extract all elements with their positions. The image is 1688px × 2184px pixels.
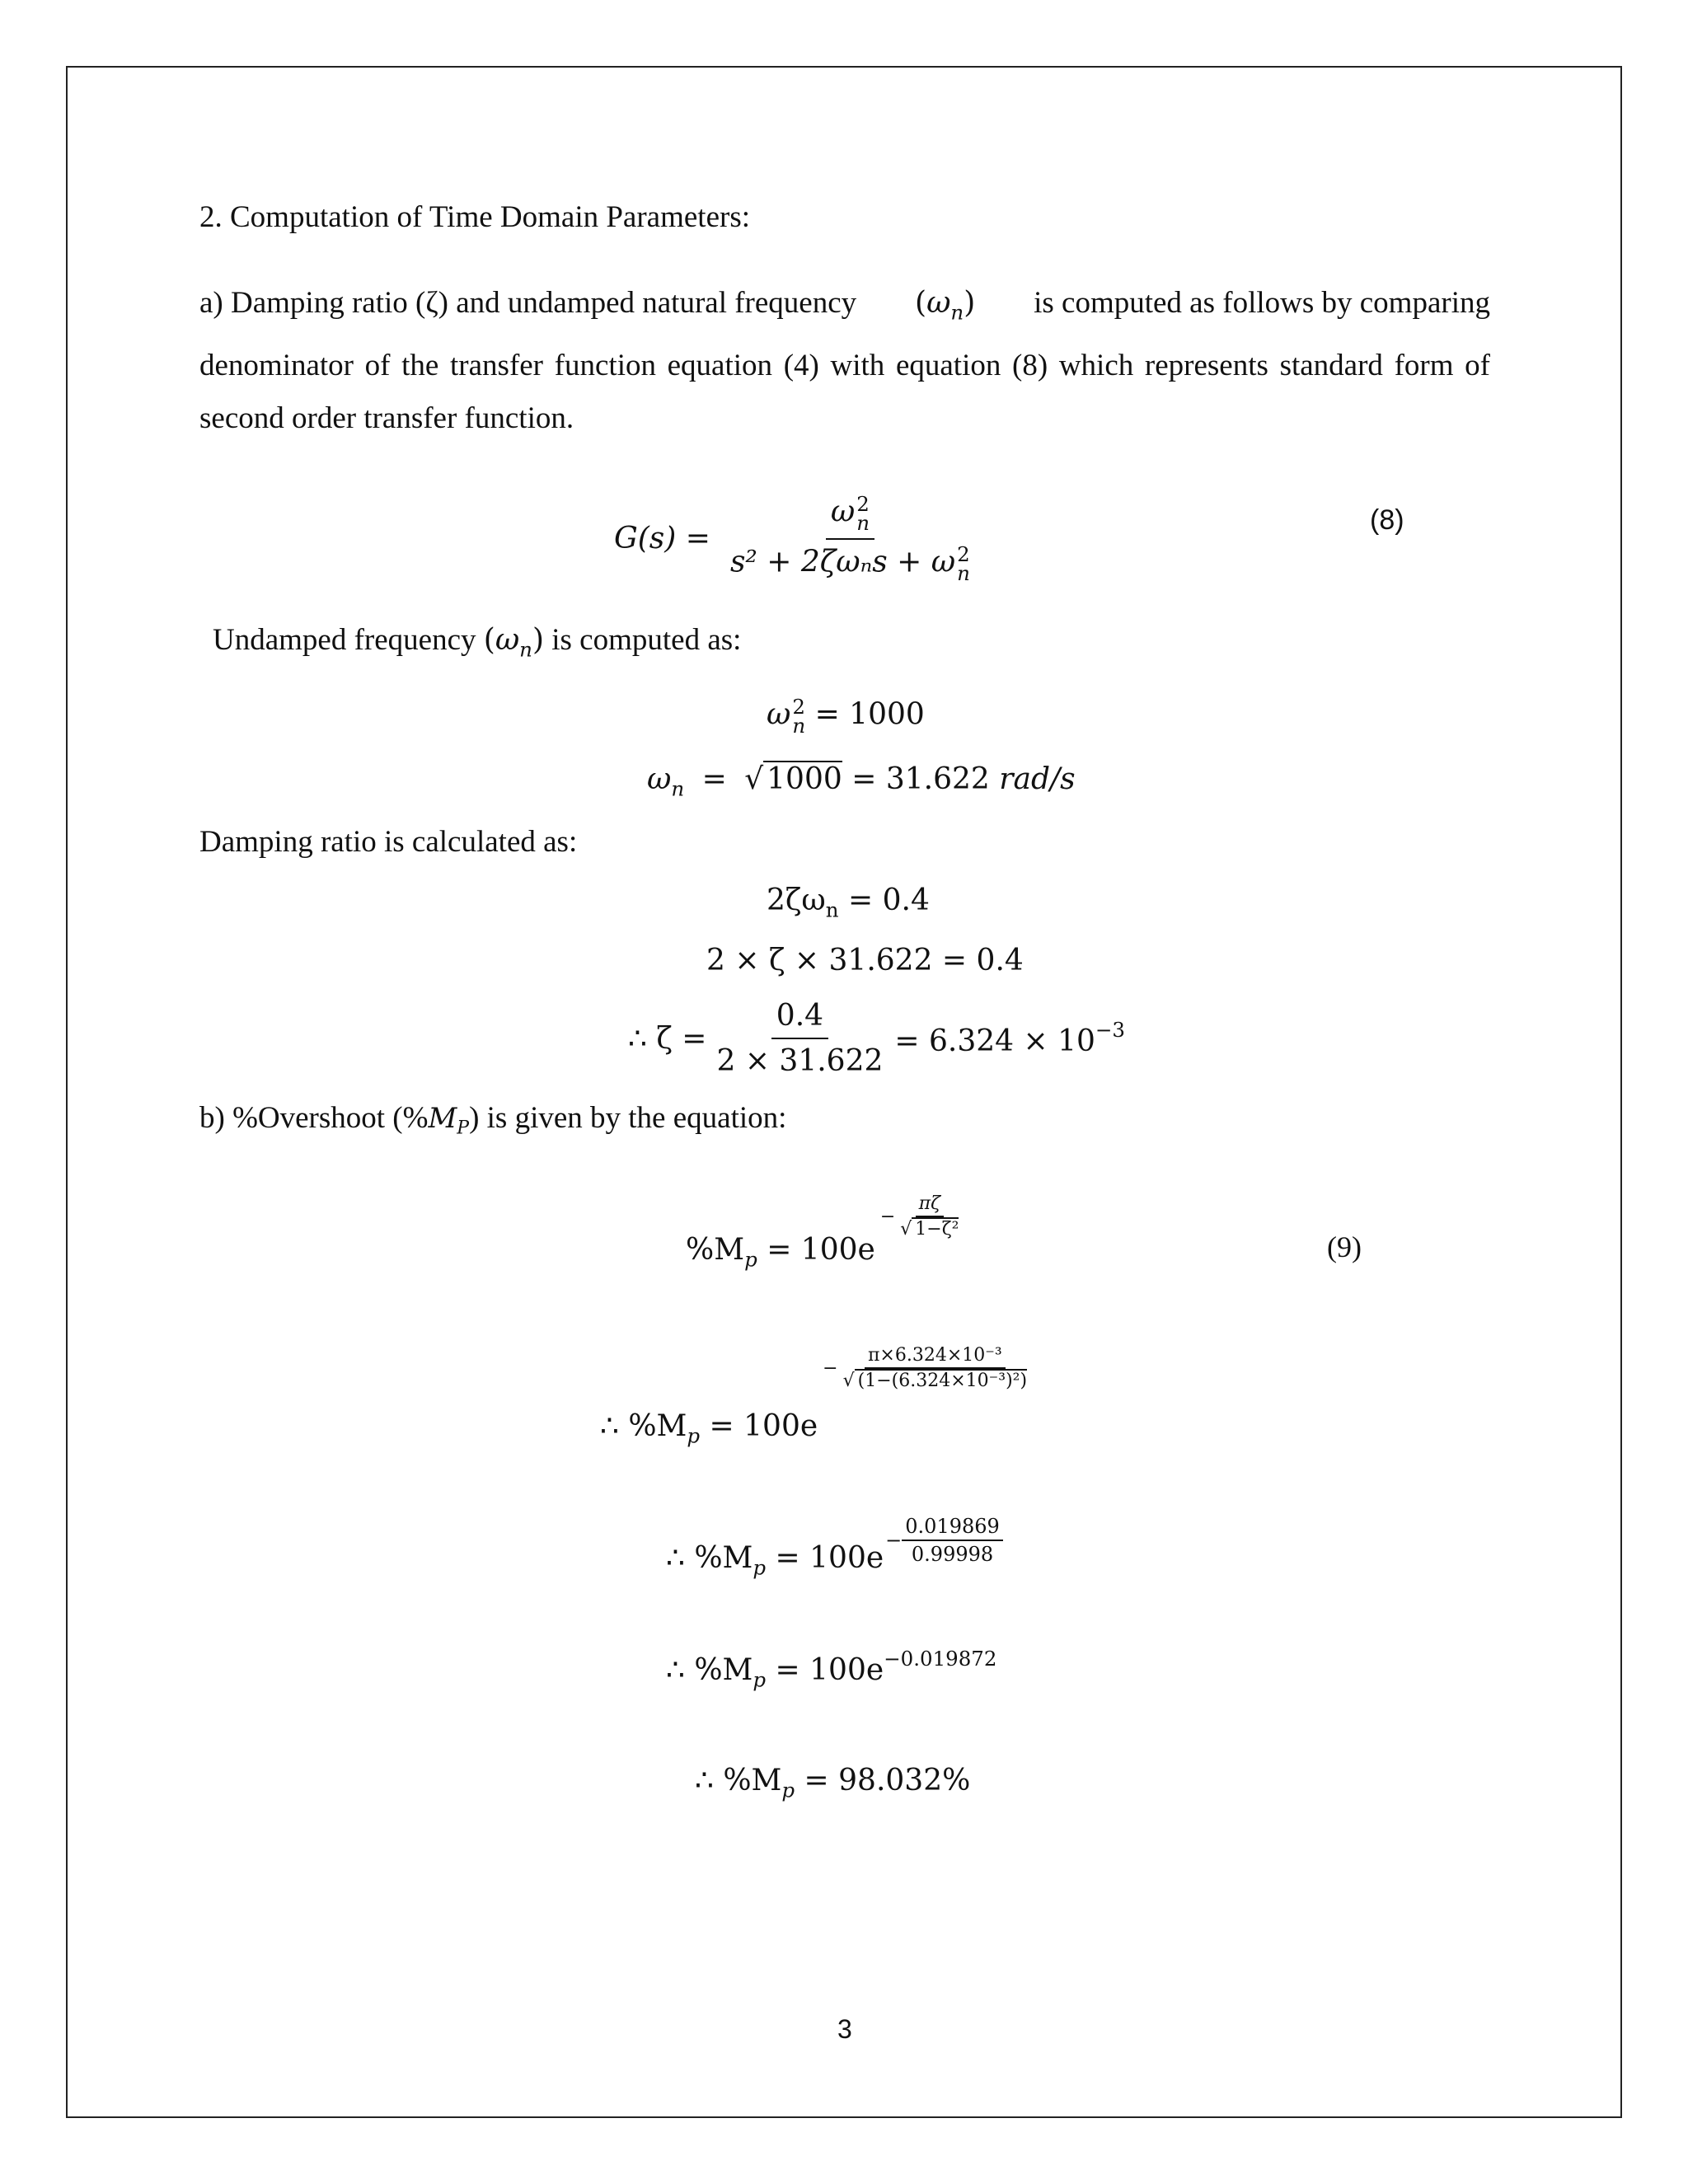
equation-9: $\%M_p = 100e$ − $\frac{\pi\zeta}{\text{√ 1−ζ²}}$ <box>686 1193 959 1272</box>
omega-n-inline: $(\omega_n)$ <box>915 286 976 325</box>
eq-2-zeta-value: 2 × ζ × 31.622 = 0.4 <box>706 944 1024 977</box>
eq-omega-squared: ω 2 n = 1000 <box>767 695 925 738</box>
page-number: 3 <box>837 2014 852 2044</box>
section-heading: 2. Computation of Time Domain Parameters: <box>199 200 751 234</box>
damping-label: Damping ratio is calculated as: <box>199 825 578 859</box>
para-a-line3: second order transfer function. <box>199 401 574 435</box>
para-a-suffix: is computed as follows by comparing <box>1034 286 1490 320</box>
eq8-fraction: ω 2 n s² + 2ζωₙs + ω 2 n <box>729 492 970 585</box>
eq8-lhs: G(s) = <box>614 522 710 555</box>
paragraph-a <box>199 277 1490 445</box>
eq-mp-step3: ∴ $\%M_p = 100e^{-0.019872}$ <box>666 1647 997 1692</box>
eq-mp-step2: ∴ $\%M_p = 100e$ − $\frac{0.019869}{0.99998}$ <box>666 1515 1003 1580</box>
eq-mp-result: ∴ $\%M_p = 98.032\%$ <box>695 1764 971 1802</box>
para-a-prefix: a) Damping ratio (ζ) and undamped natural frequency <box>199 286 857 320</box>
eq-mp-step1: ∴ $\%M_p = 100e$ − $\frac{\text{π×6.324×10⁻³}}{\text{√ (1−(6.324×10⁻³)²)}}$ <box>600 1345 1028 1448</box>
para-a-line2: denominator of the transfer function equation (4) with equation (8) which represents standard form of <box>199 348 1490 382</box>
equation-number-8: (8) <box>1370 504 1404 536</box>
equation-8 <box>614 494 975 583</box>
overshoot-label: b) %Overshoot $(\%M_P)$ is given by the equation: <box>199 1101 787 1139</box>
equation-number-9: (9) <box>1327 1230 1362 1263</box>
eq-2-zeta-omega: $2\zeta\omega_n = 0.4$ <box>767 883 930 922</box>
eq-omega-n: $\omega_n$ = √ 1000 = 31.622 rad/s <box>647 762 1076 801</box>
eq-zeta: ∴ ζ = $\frac{0.4}{2 \times 31.622}$ = $6.324 \times 10^{-3}$ <box>628 999 1125 1078</box>
undamped-label: Undamped frequency $(\omega_n)$ is computed as: <box>213 623 742 662</box>
